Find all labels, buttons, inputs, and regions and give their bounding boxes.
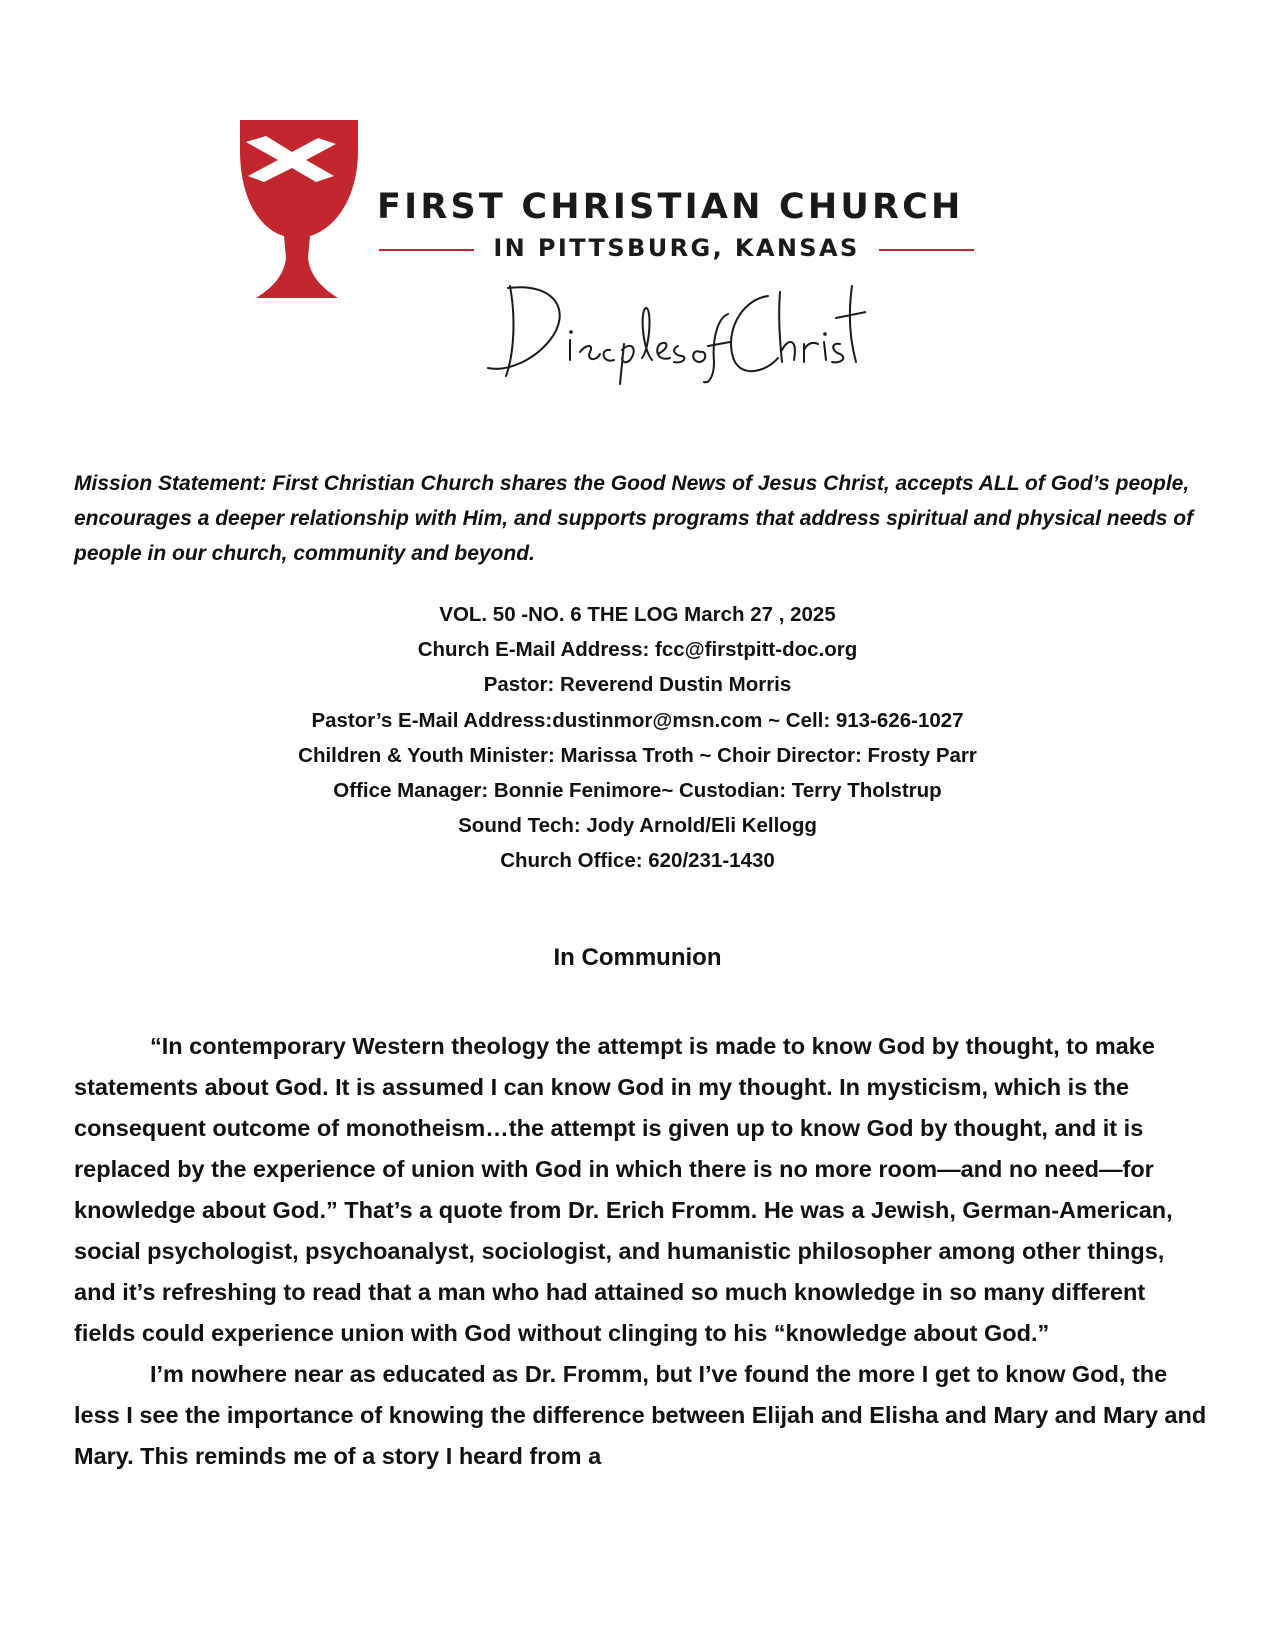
location-row	[379, 234, 974, 266]
mission-statement: Mission Statement: First Christian Church shares the Good News of Jesus Christ, accepts ALL of God’s people, encourages a deeper relationship with Him, and supports programs that address spiritual and physical needs of people in our church, community and beyond.	[74, 472, 1194, 565]
article-paragraph: “In contemporary Western theology the attempt is made to know God by thought, to make statements about God. It is assumed I can know God in my thought. In mysticism, which is the consequent outcome of monotheism…the attempt is given up to know God by thought, and it is replaced by the experience of union with God in which there is no more room—and no need—for knowledge about God.” That’s a quote from Dr. Erich Fromm. He was a Jewish, German-American, social psychologist, psychoanalyst, sociologist, and humanistic philosopher among other things, and it’s refreshing to read that a man who had attained so much knowledge in so many different fields could experience union with God without clinging to his “knowledge about God.”	[74, 1033, 1173, 1346]
staff-line: Office Manager: Bonnie Fenimore~ Custodian: Terry Tholstrup	[333, 779, 942, 803]
ministers-line: Children & Youth Minister: Marissa Troth ~ Choir Director: Frosty Parr	[298, 743, 977, 767]
script-text: Disciples of Christ	[486, 278, 495, 279]
volume-line: VOL. 50 -NO. 6 THE LOG March 27 , 2025	[439, 603, 836, 626]
church-email: Church E-Mail Address: fcc@firstpitt-doc.org	[417, 638, 858, 662]
divider-line	[379, 249, 474, 251]
church-office-phone: Church Office: 620/231-1430	[500, 849, 775, 873]
article-title: In Communion	[553, 944, 722, 971]
sound-tech-line: Sound Tech: Jody Arnold/Eli Kellogg	[458, 814, 817, 838]
disciples-of-christ-script	[486, 278, 866, 388]
church-name: FIRST CHRISTIAN CHURCH	[377, 187, 964, 227]
divider-line	[879, 249, 974, 251]
article-paragraph: I’m nowhere near as educated as Dr. Fromm, but I’ve found the more I get to know God, the less I see the importance of knowing the difference between Elijah and Elisha and Mary and Mary and Mary. This reminds me of a story I heard from a	[74, 1361, 1207, 1469]
church-location: IN PITTSBURG, KANSAS	[493, 234, 860, 262]
chalice-cross-icon	[236, 118, 376, 318]
article-body	[74, 1026, 1209, 1477]
pastor-name: Pastor: Reverend Dustin Morris	[483, 673, 792, 697]
church-logo	[236, 118, 1036, 398]
newsletter-masthead	[0, 597, 1275, 879]
pastor-contact: Pastor’s E-Mail Address:dustinmor@msn.com ~ Cell: 913-626-1027	[311, 708, 964, 732]
